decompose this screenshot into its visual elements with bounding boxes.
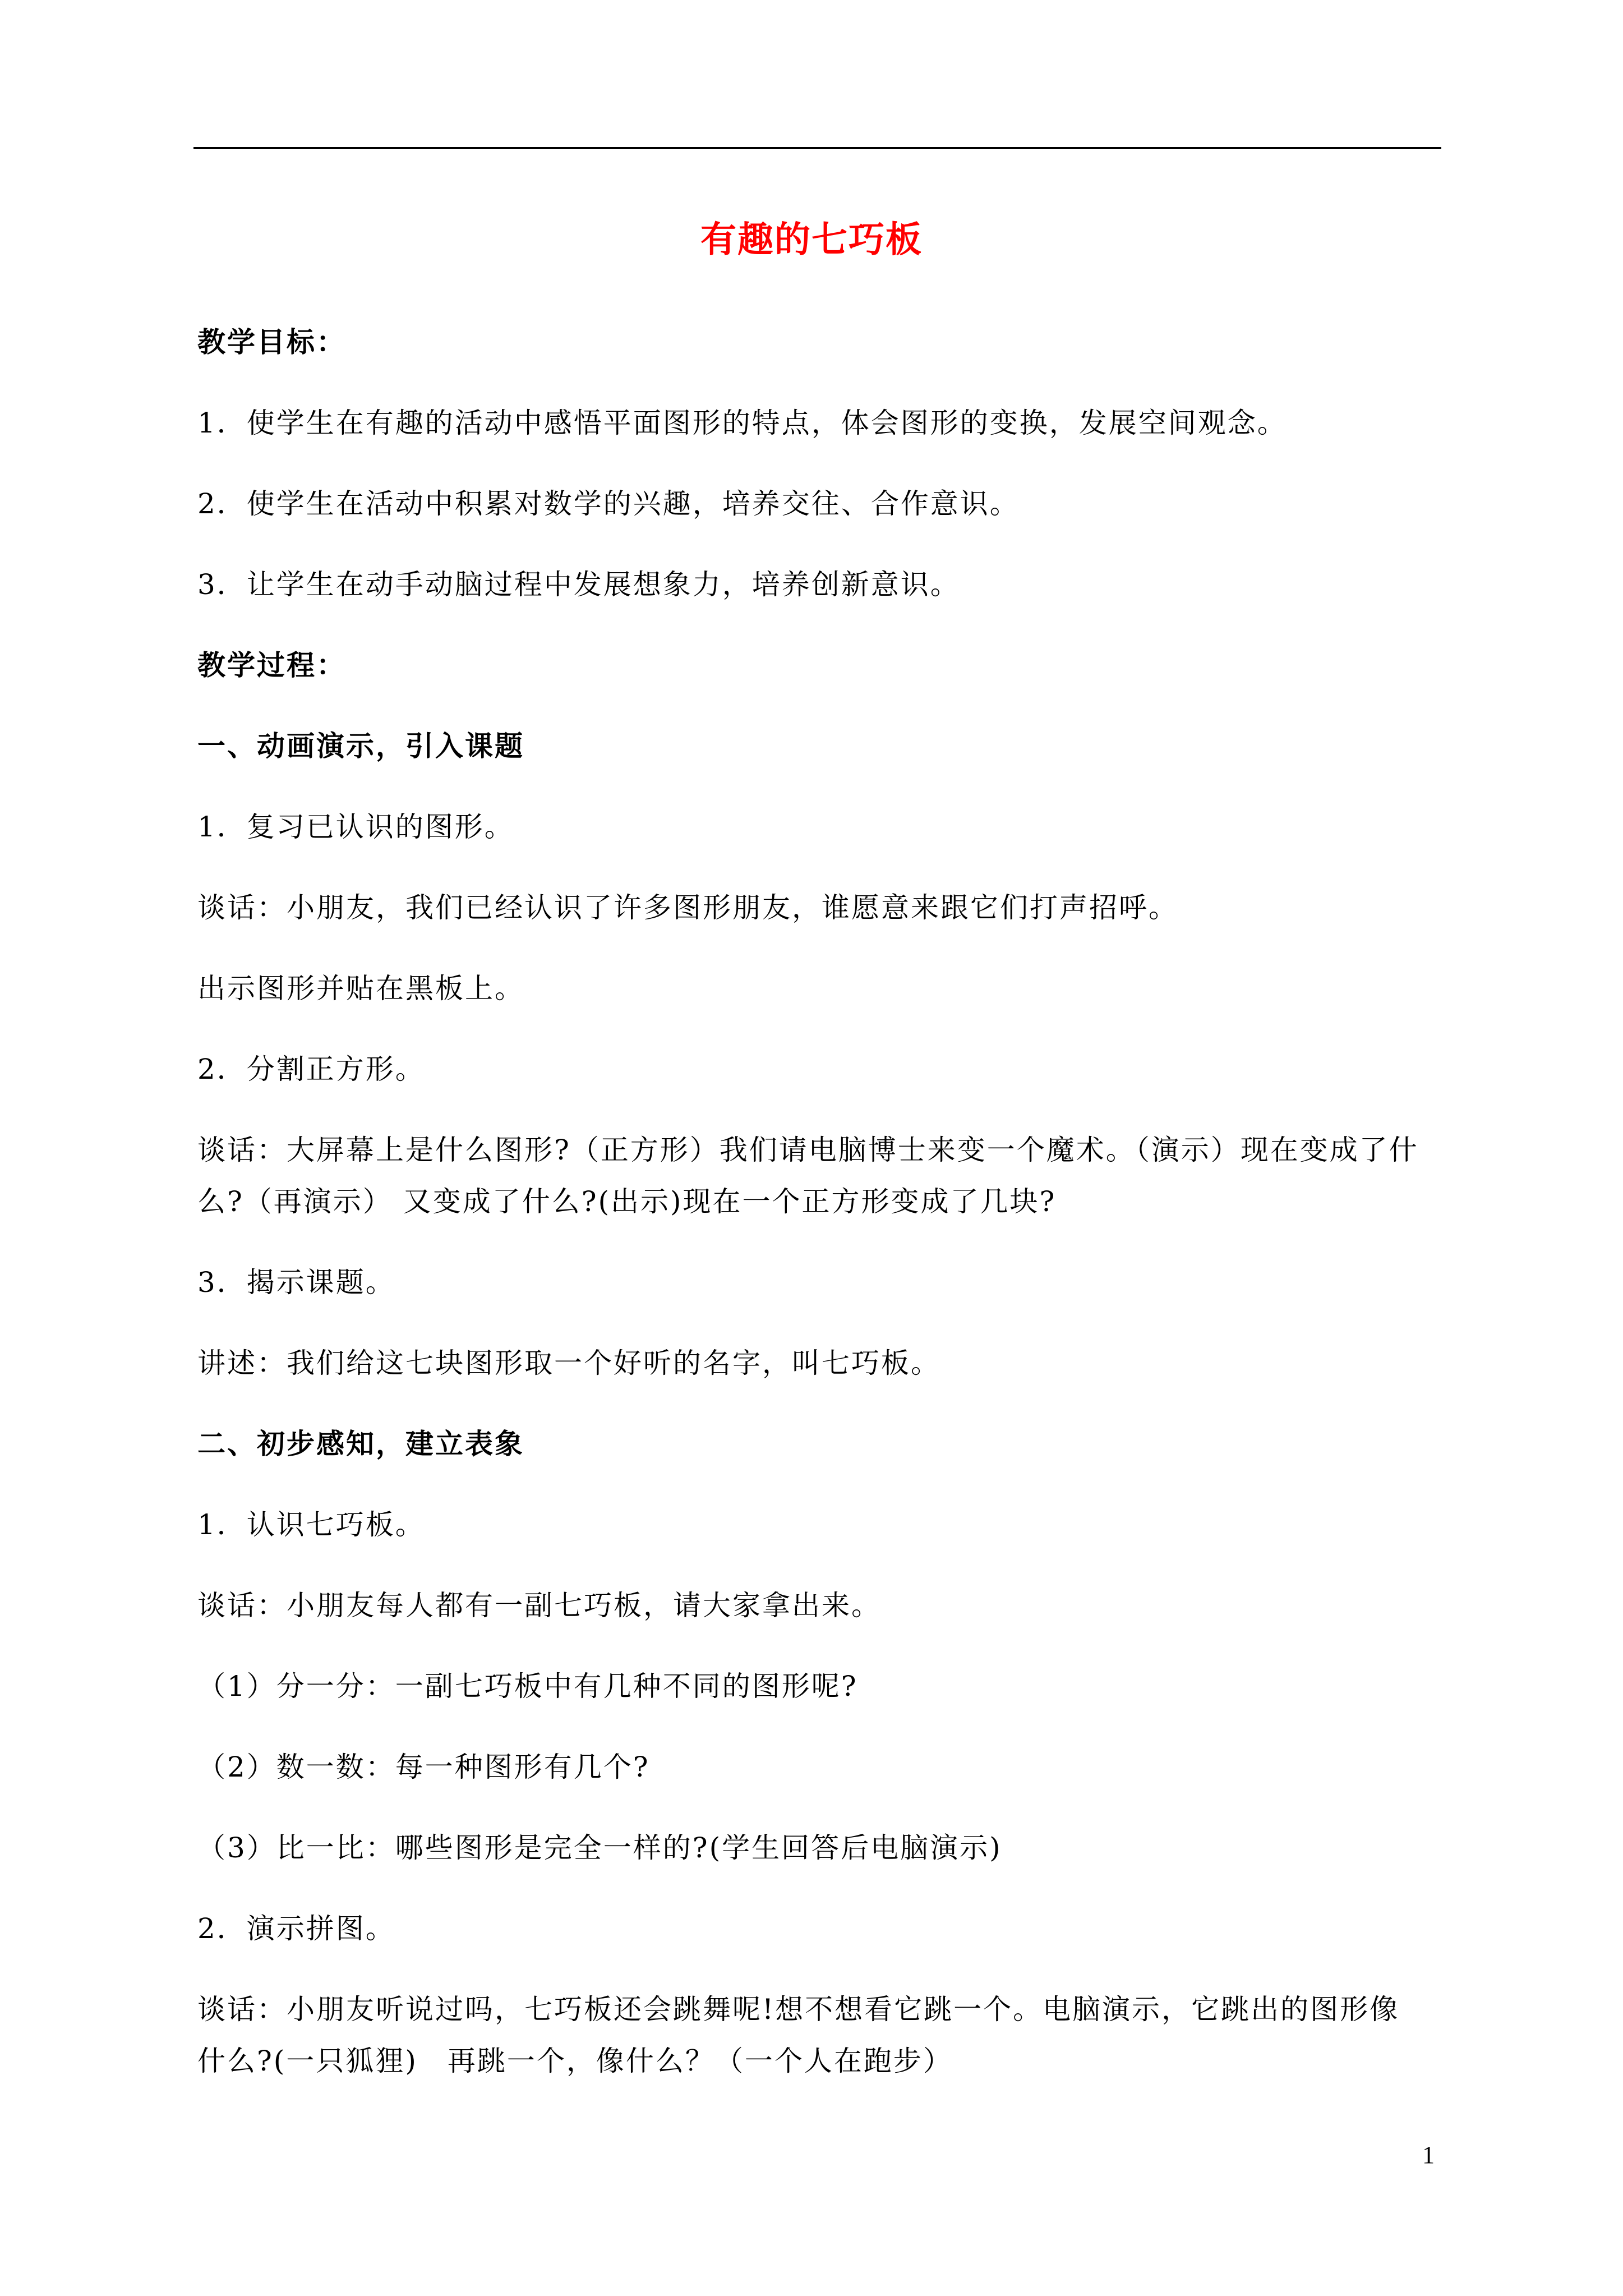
section-heading: 一、动画演示，引入课题 [197, 729, 524, 762]
objective-item: 2．使学生在活动中积累对数学的兴趣，培养交往、合作意识。 [197, 487, 1020, 520]
paragraph-line: （2）数一数：每一种图形有几个? [197, 1751, 650, 1783]
paragraph-line: 1．复习已认识的图形。 [197, 811, 514, 843]
paragraph-line: 1．认识七巧板。 [197, 1508, 425, 1541]
objective-item: 3．让学生在动手动脑过程中发展想象力，培养创新意识。 [197, 568, 960, 601]
paragraph-line: 什么?(一只狐狸) 再跳一个，像什么？（一个人在跑步） [197, 2045, 953, 2077]
objective-item: 1．使学生在有趣的活动中感悟平面图形的特点，体会图形的变换，发展空间观念。 [197, 407, 1287, 439]
paragraph-line: 谈话：小朋友听说过吗，七巧板还会跳舞呢!想不想看它跳一个。电脑演示，它跳出的图形像 [197, 1993, 1400, 2026]
paragraph-line: （3）比一比：哪些图形是完全一样的?(学生回答后电脑演示) [197, 1832, 1002, 1864]
paragraph-line: 谈话：大屏幕上是什么图形?（正方形）我们请电脑博士来变一个魔术。（演示）现在变成了什 [197, 1134, 1419, 1166]
objectives-heading: 教学目标： [197, 325, 346, 358]
document-title: 有趣的七巧板 [700, 219, 923, 261]
paragraph-line: 3．揭示课题。 [197, 1266, 395, 1299]
section-heading: 二、初步感知，建立表象 [197, 1427, 524, 1460]
paragraph-line: 么?（再演示） 又变成了什么?(出示)现在一个正方形变成了几块? [197, 1185, 1057, 1218]
paragraph-line: （1）分一分：一副七巧板中有几种不同的图形呢? [197, 1670, 858, 1703]
paragraph-line: 谈话：小朋友，我们已经认识了许多图形朋友，谁愿意来跟它们打声招呼。 [197, 891, 1178, 924]
paragraph-line: 讲述：我们给这七块图形取一个好听的名字，叫七巧板。 [197, 1347, 940, 1379]
paragraph-line: 2．演示拼图。 [197, 1912, 395, 1945]
paragraph-line: 出示图形并贴在黑板上。 [197, 972, 524, 1005]
paragraph-line: 2．分割正方形。 [197, 1053, 425, 1085]
page-number: 1 [1422, 2141, 1435, 2169]
header-rule [193, 147, 1441, 149]
process-heading: 教学过程： [197, 648, 346, 682]
paragraph-line: 谈话：小朋友每人都有一副七巧板，请大家拿出来。 [197, 1589, 881, 1622]
